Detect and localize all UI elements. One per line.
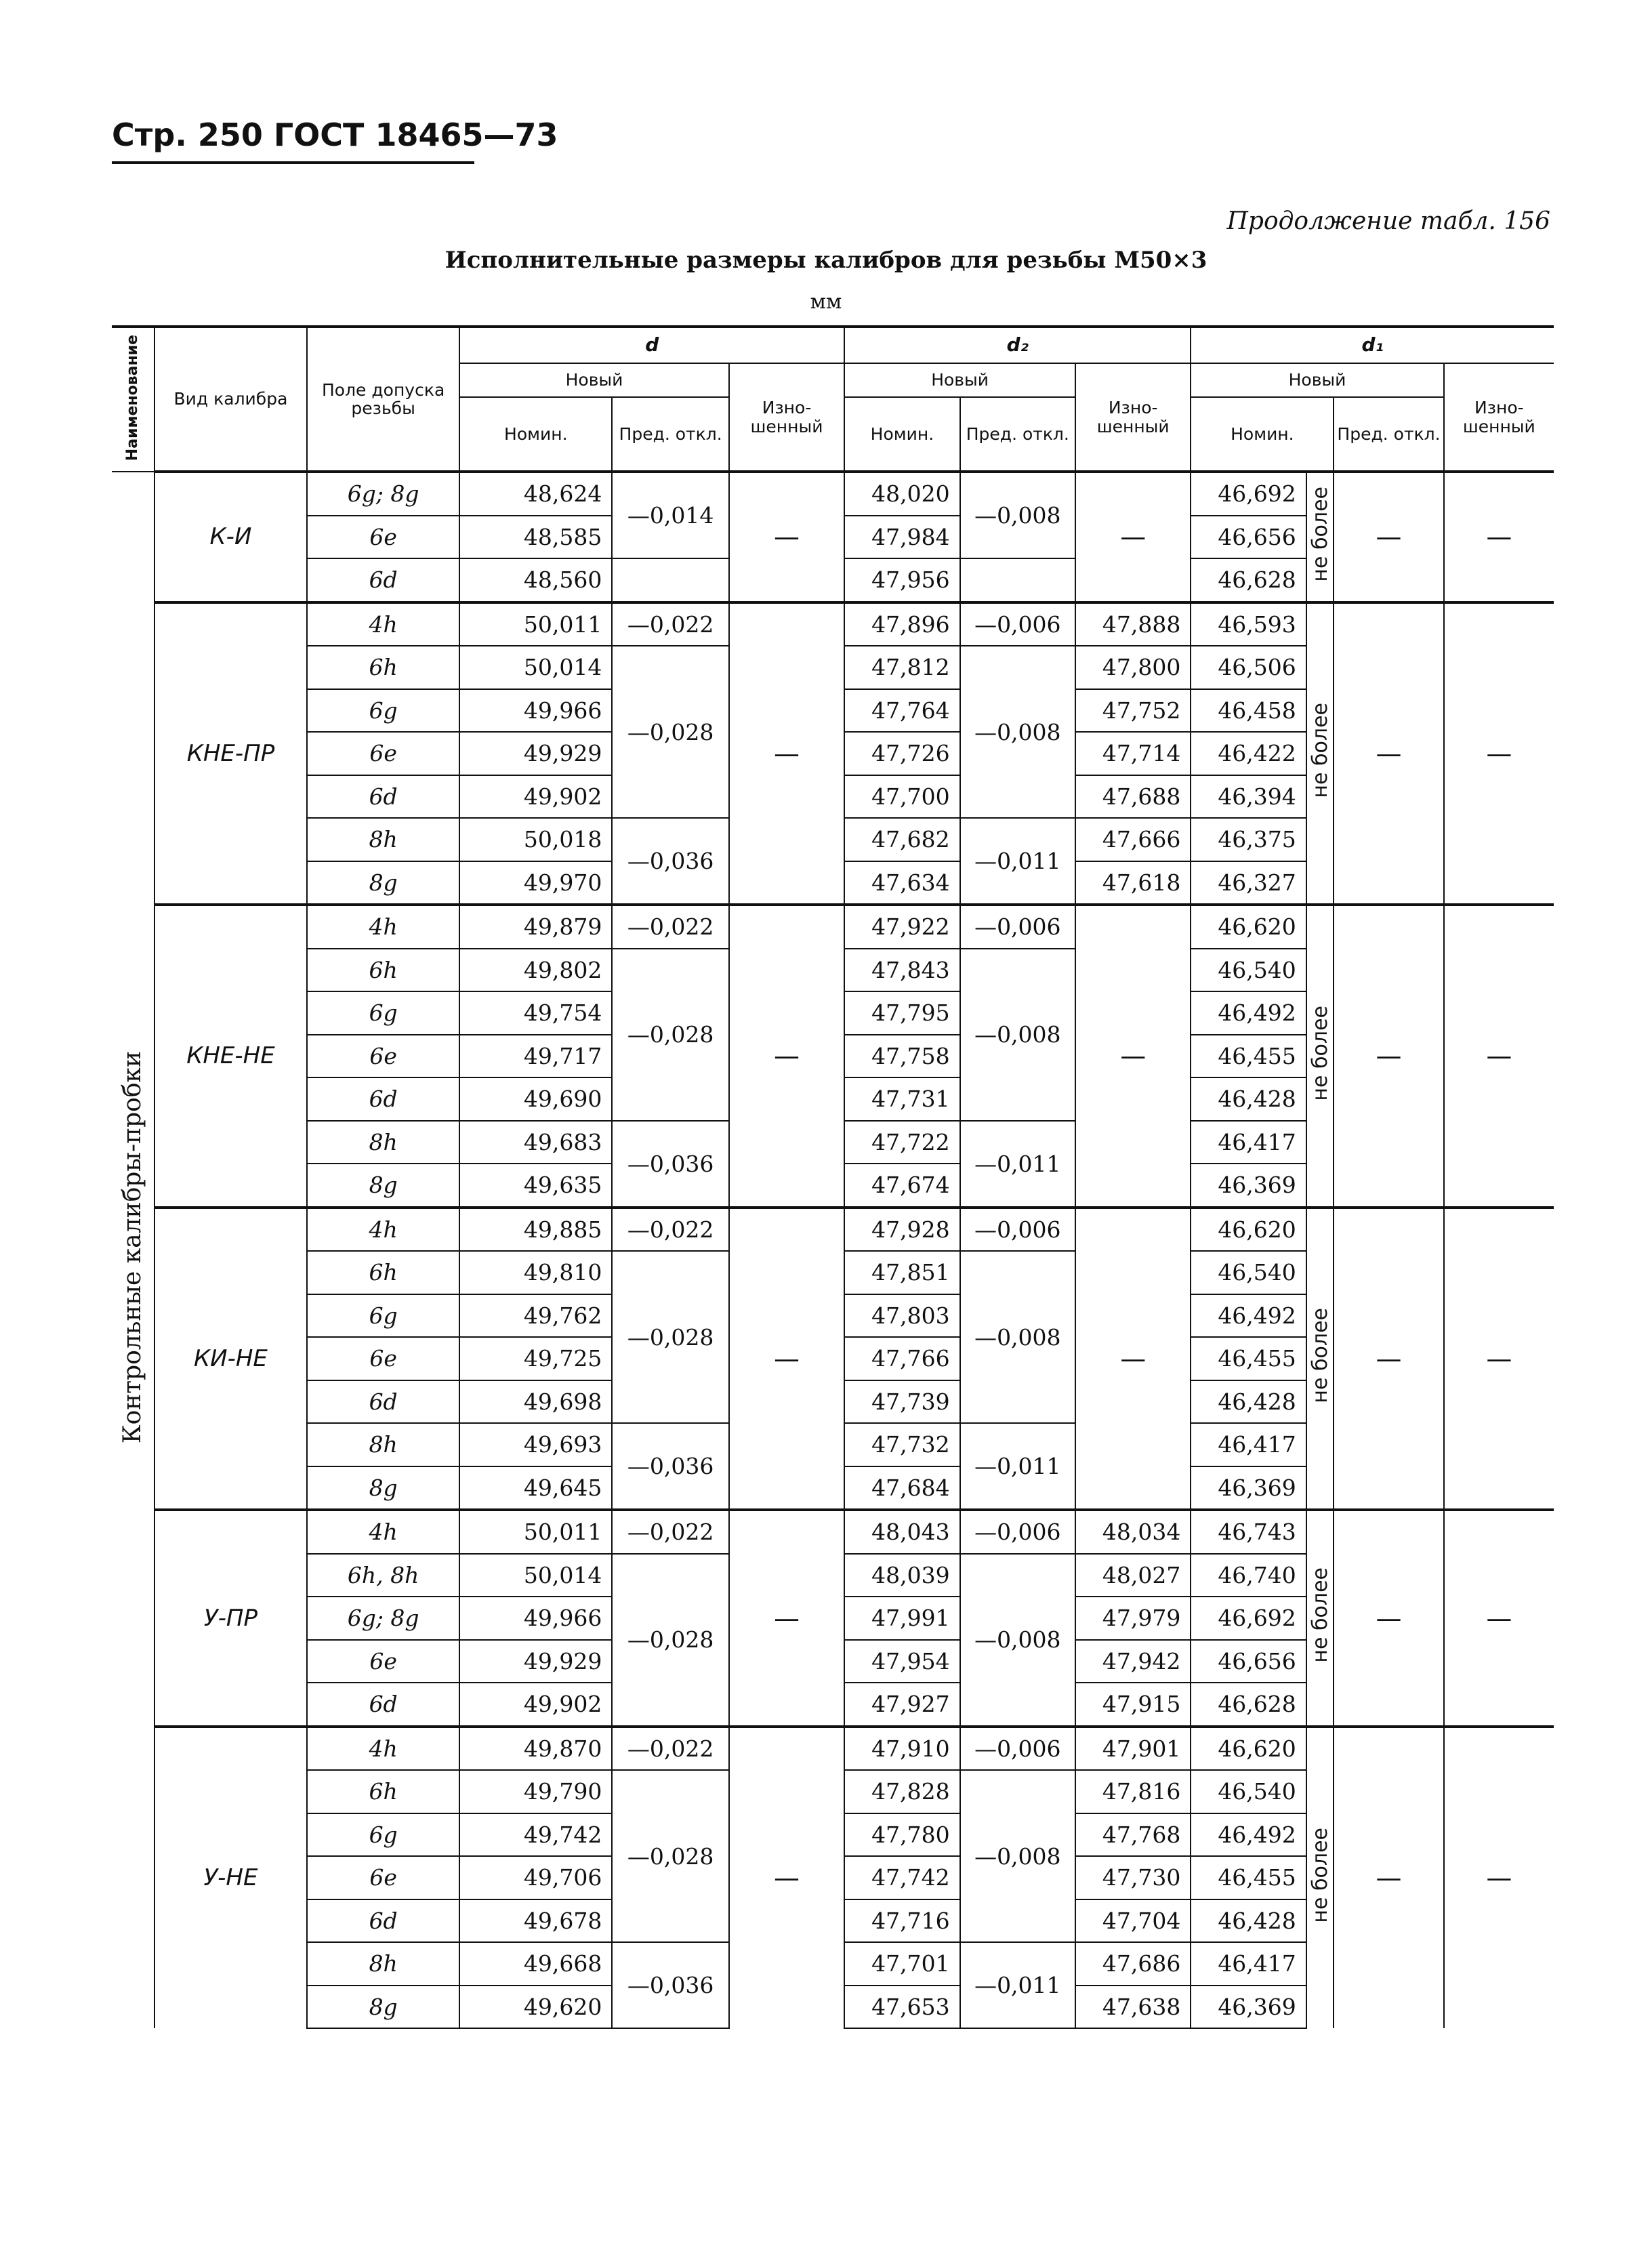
d1-not-more-cell <box>1306 905 1334 1208</box>
d2-nominal: 47,701 <box>844 1942 959 1986</box>
d-nominal: 49,742 <box>459 1813 612 1857</box>
d-nominal: 48,624 <box>459 472 612 516</box>
d-nominal: 49,929 <box>459 732 612 775</box>
d2-nominal: 47,682 <box>844 818 959 861</box>
d-nominal: 50,011 <box>459 602 612 646</box>
d-deviation: —0,022 <box>612 1727 728 1771</box>
d1-nominal: 46,327 <box>1191 861 1306 905</box>
d1-not-more-cell <box>1306 602 1334 905</box>
d1-deviation-dash: — <box>1334 472 1443 602</box>
d2-worn: 47,768 <box>1075 1813 1191 1857</box>
d1-deviation-dash: — <box>1334 1727 1443 2029</box>
d1-nominal: 46,540 <box>1191 949 1306 992</box>
d-worn-dash: — <box>729 602 844 905</box>
d1-not-more-cell <box>1306 1727 1334 2029</box>
table-row <box>112 602 1554 646</box>
tolerance-cell: 6d <box>307 775 459 819</box>
d1-worn-dash: — <box>1444 472 1554 602</box>
tolerance-cell: 8g <box>307 1164 459 1208</box>
d1-nominal: 46,455 <box>1191 1337 1306 1380</box>
d2-deviation: —0,008 <box>960 472 1075 558</box>
d-worn-dash: — <box>729 1510 844 1727</box>
d2-nominal: 47,803 <box>844 1294 959 1338</box>
d1-nominal: 46,428 <box>1191 1077 1306 1121</box>
tolerance-cell: 6e <box>307 1035 459 1078</box>
tolerance-cell: 8h <box>307 1121 459 1164</box>
header-d-nominal: Номин. <box>459 397 612 472</box>
d-nominal: 49,885 <box>459 1208 612 1252</box>
d1-not-more-cell <box>1306 472 1334 602</box>
d2-worn: 47,979 <box>1075 1597 1191 1640</box>
header-d1-nominal: Номин. <box>1191 397 1334 472</box>
d2-nominal: 47,991 <box>844 1597 959 1640</box>
d2-worn: 47,901 <box>1075 1727 1191 1771</box>
d2-worn: 47,686 <box>1075 1942 1191 1986</box>
table-body <box>112 472 1554 2028</box>
d1-nominal: 46,692 <box>1191 472 1306 516</box>
header-d2-nominal: Номин. <box>844 397 959 472</box>
d-nominal: 50,014 <box>459 1554 612 1597</box>
d1-nominal: 46,506 <box>1191 646 1306 689</box>
d2-nominal: 47,700 <box>844 775 959 819</box>
d2-deviation-empty <box>960 558 1075 602</box>
tolerance-cell: 8g <box>307 1986 459 2029</box>
d2-worn-dash: — <box>1075 905 1191 1208</box>
d2-nominal: 47,922 <box>844 905 959 949</box>
d2-nominal: 47,722 <box>844 1121 959 1164</box>
d2-deviation: —0,008 <box>960 646 1075 818</box>
d2-deviation: —0,008 <box>960 1251 1075 1423</box>
d2-nominal: 47,674 <box>844 1164 959 1208</box>
d2-worn: 47,888 <box>1075 602 1191 646</box>
d1-not-more-cell <box>1306 1510 1334 1727</box>
header-d2-deviation: Пред. откл. <box>960 397 1075 472</box>
d-deviation: —0,036 <box>612 1423 728 1510</box>
d1-nominal: 46,628 <box>1191 1683 1306 1727</box>
d1-deviation-dash: — <box>1334 1510 1443 1727</box>
d-deviation: —0,028 <box>612 1251 728 1423</box>
d1-nominal: 46,656 <box>1191 516 1306 559</box>
tolerance-cell: 4h <box>307 1510 459 1554</box>
d2-deviation: —0,008 <box>960 1554 1075 1727</box>
header-kind: Вид калибра <box>154 327 307 472</box>
d1-nominal: 46,620 <box>1191 1208 1306 1252</box>
d2-deviation: —0,011 <box>960 1121 1075 1208</box>
tolerance-cell: 4h <box>307 905 459 949</box>
d2-nominal: 47,758 <box>844 1035 959 1078</box>
tolerance-cell: 4h <box>307 1727 459 1771</box>
d2-nominal: 47,984 <box>844 516 959 559</box>
gauge-kind: К-И <box>154 472 307 602</box>
tolerance-cell: 6g; 8g <box>307 1597 459 1640</box>
d-nominal: 49,970 <box>459 861 612 905</box>
d2-nominal: 47,954 <box>844 1640 959 1683</box>
d-deviation: —0,036 <box>612 818 728 905</box>
d-nominal: 50,011 <box>459 1510 612 1554</box>
tolerance-cell: 6e <box>307 732 459 775</box>
d1-worn-dash: — <box>1444 602 1554 905</box>
d1-nominal: 46,540 <box>1191 1251 1306 1294</box>
d2-deviation: —0,011 <box>960 1423 1075 1510</box>
d-nominal: 49,790 <box>459 1770 612 1813</box>
d2-worn: 48,034 <box>1075 1510 1191 1554</box>
d1-nominal: 46,394 <box>1191 775 1306 819</box>
d1-deviation-dash: — <box>1334 602 1443 905</box>
tolerance-cell: 6d <box>307 1683 459 1727</box>
tolerance-cell: 6d <box>307 558 459 602</box>
table-row <box>112 1727 1554 1771</box>
d1-nominal: 46,375 <box>1191 818 1306 861</box>
d1-nominal: 46,417 <box>1191 1121 1306 1164</box>
d-deviation-empty <box>612 558 728 602</box>
d1-not-more-cell <box>1306 1208 1334 1510</box>
d2-worn: 47,666 <box>1075 818 1191 861</box>
table-row <box>112 1208 1554 1252</box>
d2-deviation: —0,006 <box>960 1510 1075 1554</box>
d1-nominal: 46,492 <box>1191 991 1306 1035</box>
d-deviation: —0,036 <box>612 1942 728 2028</box>
tolerance-cell: 6h <box>307 1770 459 1813</box>
tolerance-cell: 6d <box>307 1077 459 1121</box>
header-d1: d₁ <box>1191 327 1554 363</box>
d1-nominal: 46,692 <box>1191 1597 1306 1640</box>
d1-nominal: 46,369 <box>1191 1986 1306 2029</box>
d2-worn: 47,618 <box>1075 861 1191 905</box>
d1-deviation-dash: — <box>1334 1208 1443 1510</box>
d1-nominal: 46,417 <box>1191 1942 1306 1986</box>
d-nominal: 48,560 <box>459 558 612 602</box>
d2-deviation: —0,011 <box>960 1942 1075 2028</box>
d2-nominal: 47,927 <box>844 1683 959 1727</box>
d2-nominal: 48,043 <box>844 1510 959 1554</box>
units-label: мм <box>810 290 842 314</box>
d2-worn: 47,816 <box>1075 1770 1191 1813</box>
d-nominal: 49,879 <box>459 905 612 949</box>
d-nominal: 49,929 <box>459 1640 612 1683</box>
d-deviation: —0,022 <box>612 602 728 646</box>
not-more-label: не более <box>1308 486 1332 582</box>
gauge-dimensions-table <box>112 325 1554 2029</box>
d2-nominal: 47,795 <box>844 991 959 1035</box>
tolerance-cell: 6g <box>307 1813 459 1857</box>
d2-worn: 47,730 <box>1075 1856 1191 1899</box>
d-deviation: —0,028 <box>612 1770 728 1942</box>
tolerance-cell: 4h <box>307 1208 459 1252</box>
d2-nominal: 47,742 <box>844 1856 959 1899</box>
category-label: Контрольные калибры-пробки <box>119 1051 147 1444</box>
tolerance-cell: 8g <box>307 861 459 905</box>
gauge-kind: КНЕ-НЕ <box>154 905 307 1208</box>
d1-nominal: 46,743 <box>1191 1510 1306 1554</box>
d-deviation: —0,022 <box>612 1208 728 1252</box>
d2-nominal: 47,716 <box>844 1899 959 1943</box>
d-nominal: 49,754 <box>459 991 612 1035</box>
d2-worn: 47,704 <box>1075 1899 1191 1943</box>
d2-worn-dash: — <box>1075 1208 1191 1510</box>
d2-deviation: —0,008 <box>960 1770 1075 1942</box>
gauge-kind: У-ПР <box>154 1510 307 1727</box>
d1-nominal: 46,458 <box>1191 689 1306 733</box>
d2-nominal: 47,634 <box>844 861 959 905</box>
page-header: Стр. 250 ГОСТ 18465—73 <box>112 117 558 153</box>
d1-worn-dash: — <box>1444 905 1554 1208</box>
d-deviation: —0,022 <box>612 1510 728 1554</box>
not-more-label: не более <box>1308 703 1332 799</box>
d1-worn-dash: — <box>1444 1208 1554 1510</box>
d1-worn-dash: — <box>1444 1510 1554 1727</box>
d1-nominal: 46,620 <box>1191 905 1306 949</box>
gauge-kind: КНЕ-ПР <box>154 602 307 905</box>
d-nominal: 49,706 <box>459 1856 612 1899</box>
d2-worn: 47,688 <box>1075 775 1191 819</box>
header-d2: d₂ <box>844 327 1191 363</box>
category-cell <box>112 472 154 2028</box>
d-deviation: —0,036 <box>612 1121 728 1208</box>
not-more-label: не более <box>1308 1308 1332 1404</box>
d2-nominal: 47,812 <box>844 646 959 689</box>
d2-deviation: —0,008 <box>960 949 1075 1121</box>
d2-nominal: 47,653 <box>844 1986 959 2029</box>
d-deviation: —0,028 <box>612 949 728 1121</box>
header-d-deviation: Пред. откл. <box>612 397 728 472</box>
d2-worn: 47,638 <box>1075 1986 1191 2029</box>
gauge-kind: У-НЕ <box>154 1727 307 2029</box>
d1-nominal: 46,428 <box>1191 1899 1306 1943</box>
d2-nominal: 47,732 <box>844 1423 959 1466</box>
d1-nominal: 46,369 <box>1191 1466 1306 1510</box>
d-worn-dash: — <box>729 472 844 602</box>
d2-nominal: 47,766 <box>844 1337 959 1380</box>
d2-nominal: 47,780 <box>844 1813 959 1857</box>
d-nominal: 49,693 <box>459 1423 612 1466</box>
d-nominal: 49,678 <box>459 1899 612 1943</box>
d2-worn: 48,027 <box>1075 1554 1191 1597</box>
d1-nominal: 46,369 <box>1191 1164 1306 1208</box>
d-nominal: 49,725 <box>459 1337 612 1380</box>
d2-worn: 47,714 <box>1075 732 1191 775</box>
d2-worn-dash: — <box>1075 472 1191 602</box>
tolerance-cell: 6h, 8h <box>307 1554 459 1597</box>
tolerance-cell: 6h <box>307 646 459 689</box>
d2-worn: 47,942 <box>1075 1640 1191 1683</box>
d1-nominal: 46,740 <box>1191 1554 1306 1597</box>
header-d2-new: Новый <box>844 363 1075 397</box>
d1-nominal: 46,620 <box>1191 1727 1306 1771</box>
d-nominal: 49,698 <box>459 1380 612 1424</box>
d-deviation: —0,028 <box>612 1554 728 1727</box>
d2-nominal: 47,828 <box>844 1770 959 1813</box>
d2-worn: 47,752 <box>1075 689 1191 733</box>
d-deviation: —0,028 <box>612 646 728 818</box>
continuation-label: Продолжение табл. 156 <box>1226 207 1550 235</box>
header-d2-worn: Изно-шенный <box>1075 363 1191 472</box>
header-d-worn: Изно-шенный <box>729 363 844 472</box>
tolerance-cell: 6e <box>307 1856 459 1899</box>
d1-worn-dash: — <box>1444 1727 1554 2029</box>
d2-worn: 47,800 <box>1075 646 1191 689</box>
d1-nominal: 46,656 <box>1191 1640 1306 1683</box>
header-d1-deviation: Пред. откл. <box>1334 397 1443 472</box>
d1-nominal: 46,593 <box>1191 602 1306 646</box>
d-nominal: 49,635 <box>459 1164 612 1208</box>
d-nominal: 50,018 <box>459 818 612 861</box>
table-row <box>112 905 1554 949</box>
tolerance-cell: 6g <box>307 991 459 1035</box>
tolerance-cell: 8h <box>307 1423 459 1466</box>
d1-nominal: 46,417 <box>1191 1423 1306 1466</box>
d-nominal: 49,690 <box>459 1077 612 1121</box>
table-row <box>112 472 1554 516</box>
d1-nominal: 46,492 <box>1191 1294 1306 1338</box>
d-deviation: —0,014 <box>612 472 728 558</box>
d1-nominal: 46,428 <box>1191 1380 1306 1424</box>
header-d-new: Новый <box>459 363 729 397</box>
header-d1-worn: Изно-шенный <box>1444 363 1554 472</box>
tolerance-cell: 6h <box>307 1251 459 1294</box>
header-name: Наименование <box>112 327 154 472</box>
d-worn-dash: — <box>729 1208 844 1510</box>
d2-nominal: 47,684 <box>844 1466 959 1510</box>
d-nominal: 48,585 <box>459 516 612 559</box>
tolerance-cell: 6g; 8g <box>307 472 459 516</box>
tolerance-cell: 6d <box>307 1899 459 1943</box>
d2-nominal: 47,764 <box>844 689 959 733</box>
header-d: d <box>459 327 844 363</box>
d2-nominal: 47,726 <box>844 732 959 775</box>
tolerance-cell: 4h <box>307 602 459 646</box>
tolerance-cell: 8g <box>307 1466 459 1510</box>
tolerance-cell: 6g <box>307 1294 459 1338</box>
d1-nominal: 46,628 <box>1191 558 1306 602</box>
not-more-label: не более <box>1308 1005 1332 1101</box>
d-nominal: 49,966 <box>459 1597 612 1640</box>
d-nominal: 49,902 <box>459 1683 612 1727</box>
d-deviation: —0,022 <box>612 905 728 949</box>
d1-deviation-dash: — <box>1334 905 1443 1208</box>
d-nominal: 49,668 <box>459 1942 612 1986</box>
tolerance-cell: 6h <box>307 949 459 992</box>
d-nominal: 49,870 <box>459 1727 612 1771</box>
d-nominal: 49,802 <box>459 949 612 992</box>
tolerance-cell: 6e <box>307 1640 459 1683</box>
header-d1-new: Новый <box>1191 363 1443 397</box>
gauge-kind: КИ-НЕ <box>154 1208 307 1510</box>
d2-nominal: 47,910 <box>844 1727 959 1771</box>
d2-nominal: 47,896 <box>844 602 959 646</box>
d1-nominal: 46,422 <box>1191 732 1306 775</box>
d-nominal: 50,014 <box>459 646 612 689</box>
not-more-label: не более <box>1308 1827 1332 1923</box>
d-nominal: 49,717 <box>459 1035 612 1078</box>
header-rule <box>112 161 474 164</box>
d2-deviation: —0,011 <box>960 818 1075 905</box>
d1-nominal: 46,455 <box>1191 1856 1306 1899</box>
d1-nominal: 46,455 <box>1191 1035 1306 1078</box>
table-row <box>112 1510 1554 1554</box>
d2-deviation: —0,006 <box>960 602 1075 646</box>
tolerance-cell: 8h <box>307 818 459 861</box>
tolerance-cell: 8h <box>307 1942 459 1986</box>
header-tolerance: Поле допуска резьбы <box>307 327 459 472</box>
d-nominal: 49,645 <box>459 1466 612 1510</box>
table-title: Исполнительные размеры калибров для резьбы М50×3 <box>445 247 1207 274</box>
d-nominal: 49,902 <box>459 775 612 819</box>
d-worn-dash: — <box>729 905 844 1208</box>
tolerance-cell: 6g <box>307 689 459 733</box>
d-nominal: 49,683 <box>459 1121 612 1164</box>
d2-nominal: 47,739 <box>844 1380 959 1424</box>
tolerance-cell: 6d <box>307 1380 459 1424</box>
d2-nominal: 47,731 <box>844 1077 959 1121</box>
not-more-label: не более <box>1308 1567 1332 1664</box>
d2-nominal: 48,020 <box>844 472 959 516</box>
d2-deviation: —0,006 <box>960 905 1075 949</box>
d-nominal: 49,620 <box>459 1986 612 2029</box>
d2-worn: 47,915 <box>1075 1683 1191 1727</box>
d-worn-dash: — <box>729 1727 844 2029</box>
d2-nominal: 47,843 <box>844 949 959 992</box>
tolerance-cell: 6e <box>307 516 459 559</box>
d-nominal: 49,762 <box>459 1294 612 1338</box>
d2-nominal: 47,851 <box>844 1251 959 1294</box>
d2-nominal: 47,956 <box>844 558 959 602</box>
d-nominal: 49,966 <box>459 689 612 733</box>
d1-nominal: 46,492 <box>1191 1813 1306 1857</box>
d2-deviation: —0,006 <box>960 1727 1075 1771</box>
d2-nominal: 47,928 <box>844 1208 959 1252</box>
d2-nominal: 48,039 <box>844 1554 959 1597</box>
d1-nominal: 46,540 <box>1191 1770 1306 1813</box>
d-nominal: 49,810 <box>459 1251 612 1294</box>
tolerance-cell: 6e <box>307 1337 459 1380</box>
d2-deviation: —0,006 <box>960 1208 1075 1252</box>
